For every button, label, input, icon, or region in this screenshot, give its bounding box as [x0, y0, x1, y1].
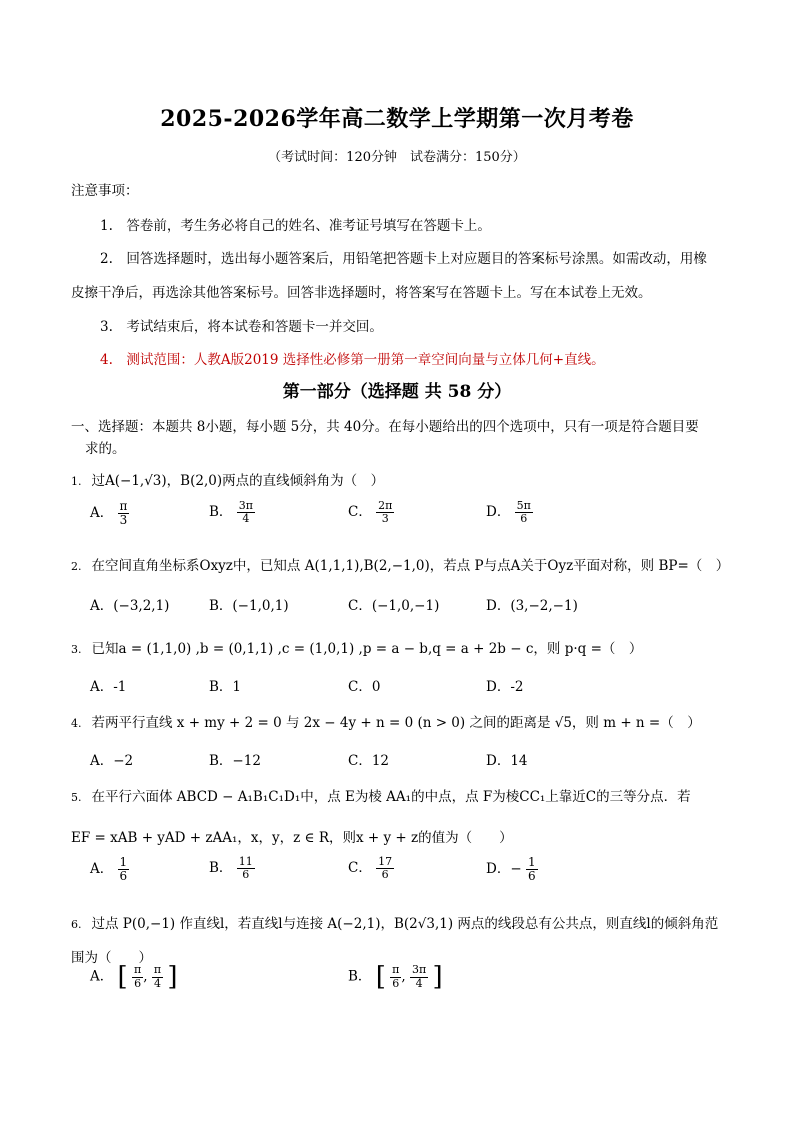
fraction: $\frac{\pi}{6}$ [134, 963, 142, 990]
question-number: 1. [71, 475, 82, 488]
option-c[interactable]: C．12 [348, 753, 390, 769]
option-a[interactable]: A． [ $\frac{\pi}{6}$ , $\frac{\pi}{4}$ ] [90, 962, 178, 992]
option-b[interactable]: B．1 [209, 679, 242, 695]
option-d[interactable]: D．(3,−2,−1) [486, 598, 578, 614]
question-4: 4. 若两平行直线 x + my + 2 = 0 与 2x − 4y + n = 0 (n > 0) 之间的距离是 √5，则 m + n =（ ） [71, 715, 701, 731]
fraction: $\frac{5\pi}{6}$ [516, 499, 531, 526]
question-number: 4. [71, 717, 82, 730]
right-bracket: ] [167, 962, 178, 992]
option-b[interactable]: B． [ $\frac{\pi}{6}$ , $\frac{3\pi}{4}$ ] [348, 962, 443, 992]
option-c[interactable]: C．(−1,0,−1) [348, 598, 440, 614]
question-3: 3. 已知a = (1,1,0) ,b = (0,1,1) ,c = (1,0,1) ,p = a − b,q = a + 2b − c，则 p·q =（ ） [71, 641, 643, 657]
right-bracket: ] [432, 962, 443, 992]
question-6-continued: 围为（ ） [71, 950, 152, 966]
fraction: $\frac{\pi}{4}$ [153, 963, 162, 990]
option-a[interactable]: A．(−3,2,1) [90, 598, 170, 614]
option-d[interactable]: D．14 [486, 753, 528, 769]
note-item: 1. 答卷前，考生务必将自己的姓名、准考证号填写在答题卡上。 [100, 218, 491, 234]
option-a[interactable]: A．−2 [90, 753, 134, 769]
fraction: $\frac{3\pi}{4}$ [238, 499, 253, 526]
fraction: $\frac{2\pi}{3}$ [378, 499, 393, 526]
question-number: 5. [71, 791, 82, 804]
option-c[interactable]: C．0 [348, 679, 381, 695]
option-b[interactable]: B．−12 [209, 753, 261, 769]
note-item: 2. 回答选择题时，选出每小题答案后，用铅笔把答题卡上对应题目的答案标号涂黑。如需改动，用橡 [100, 251, 707, 267]
option-a[interactable]: A． $\frac{\pi}{3}$ [90, 499, 128, 528]
fraction: $\frac{17}{6}$ [378, 855, 393, 882]
option-a[interactable]: A． $\frac{1}{6}$ [90, 855, 128, 884]
question-number: 2. [71, 560, 82, 573]
note-item-scope: 4. 测试范围：人教A版2019 选择性必修第一册第一章空间向量与立体几何+直线。 [100, 352, 605, 368]
fraction: $\frac{1}{6}$ [119, 855, 128, 884]
left-bracket: [ [117, 962, 128, 992]
note-item-continued: 皮擦干净后，再选涂其他答案标号。回答非选择题时，将答案写在答题卡上。写在本试卷上无效。 [71, 285, 652, 301]
section-title: 第一部分（选择题 共 58 分） [282, 382, 512, 402]
fraction: $\frac{11}{6}$ [238, 855, 253, 882]
option-b[interactable]: B． $\frac{11}{6}$ [209, 855, 253, 882]
option-d[interactable]: D． $\frac{5\pi}{6}$ [486, 499, 531, 526]
question-number: 6. [71, 918, 82, 931]
exam-subtitle: （考试时间：120分钟 试卷满分：150分） [268, 150, 526, 165]
fraction: $\frac{3\pi}{4}$ [412, 963, 427, 990]
question-5-continued: EF = xAB + yAD + zAA₁，x，y，z ∈ R，则x + y + z的值为（ ） [71, 830, 513, 846]
page-title: 2025-2026学年高二数学上学期第一次月考卷 [160, 106, 634, 132]
fraction: $\frac{1}{6}$ [527, 855, 536, 884]
option-d[interactable]: D．− $\frac{1}{6}$ [486, 855, 536, 884]
option-b[interactable]: B． $\frac{3\pi}{4}$ [209, 499, 253, 526]
question-6: 6. 过点 P(0,−1) 作直线l，若直线l与连接 A(−2,1)，B(2√3,1) 两点的线段总有公共点，则直线l的倾斜角范 [71, 916, 719, 932]
option-c[interactable]: C． $\frac{17}{6}$ [348, 855, 393, 882]
left-bracket: [ [375, 962, 386, 992]
note-item: 3. 考试结束后，将本试卷和答题卡一并交回。 [100, 319, 383, 335]
question-1: 1. 过A(−1,√3)，B(2,0)两点的直线倾斜角为（ ） [71, 473, 385, 489]
question-5: 5. 在平行六面体 ABCD − A₁B₁C₁D₁中，点 E为棱 AA₁的中点，点 F为棱CC₁上靠近C的三等分点．若 [71, 789, 691, 805]
option-a[interactable]: A．-1 [90, 679, 127, 695]
question-2: 2. 在空间直角坐标系Oxyz中，已知点 A(1,1,1),B(2,−1,0)，若点 P与点A关于Oyz平面对称，则 BP=（ ） [71, 558, 730, 574]
question-number: 3. [71, 643, 82, 656]
notes-heading: 注意事项： [71, 183, 139, 199]
section-instructions: 一、选择题：本题共 8小题，每小题 5分，共 40分。在每小题给出的四个选项中，只有一项是符合题目要 [71, 419, 699, 435]
option-d[interactable]: D．-2 [486, 679, 524, 695]
fraction: $\frac{\pi}{3}$ [119, 499, 128, 528]
option-c[interactable]: C． $\frac{2\pi}{3}$ [348, 499, 393, 526]
option-b[interactable]: B．(−1,0,1) [209, 598, 289, 614]
point-a: A(−1,√3) [105, 473, 167, 489]
point-b: B(2,0) [180, 473, 223, 489]
section-instructions-continued: 求的。 [85, 441, 126, 457]
fraction: $\frac{\pi}{6}$ [392, 963, 400, 990]
